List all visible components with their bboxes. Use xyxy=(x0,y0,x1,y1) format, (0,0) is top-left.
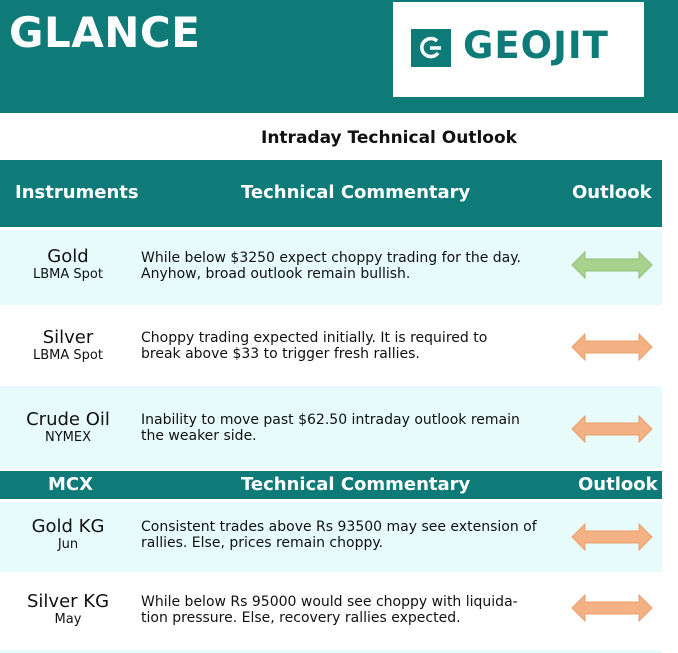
commentary xyxy=(141,519,571,551)
commentary-line: While below $3250 expect choppy trading for the day. xyxy=(141,250,521,266)
col-outlook-header: Outlook xyxy=(578,474,658,495)
report-title: Intraday Technical Outlook xyxy=(261,128,517,148)
header-banner xyxy=(0,0,678,113)
col-mcx-header: MCX xyxy=(48,474,93,495)
commentary xyxy=(141,412,571,444)
table-row xyxy=(0,230,662,305)
col-commentary-header: Technical Commentary xyxy=(241,474,471,495)
commentary-line: tion pressure. Else, recovery rallies expected. xyxy=(141,610,461,626)
instrument-name: Crude Oil xyxy=(26,409,110,430)
table-row xyxy=(0,575,662,647)
commentary xyxy=(141,594,571,626)
table-row xyxy=(0,386,662,468)
instrument-name: Silver xyxy=(42,327,94,348)
commentary xyxy=(141,330,571,362)
instrument-exchange: LBMA Spot xyxy=(33,348,103,363)
double-arrow-orange-icon xyxy=(571,332,653,362)
instrument-exchange: LBMA Spot xyxy=(33,267,103,282)
commentary xyxy=(141,250,571,282)
table1-header xyxy=(0,160,662,227)
double-arrow-orange-icon xyxy=(571,414,653,444)
commentary-line: Consistent trades above Rs 93500 may see extension of xyxy=(141,519,537,535)
double-arrow-orange-icon xyxy=(571,522,653,552)
logo-wordmark: GEOJIT xyxy=(463,24,609,67)
table-row xyxy=(0,502,662,572)
table-row xyxy=(0,308,662,383)
double-arrow-orange-icon xyxy=(571,593,653,623)
instrument-exchange: NYMEX xyxy=(44,430,91,445)
commentary-line: the weaker side. xyxy=(141,428,257,444)
col-instruments-header: Instruments xyxy=(15,182,139,203)
instrument-name: Silver KG xyxy=(26,591,110,612)
table2-header xyxy=(0,471,662,499)
commentary-line: Inability to move past $62.50 intraday outlook remain xyxy=(141,412,520,428)
section-title: GLANCE xyxy=(9,8,201,57)
double-arrow-green-icon xyxy=(571,250,653,280)
geojit-logo-mark-icon xyxy=(411,29,451,67)
commentary-line: rallies. Else, prices remain choppy. xyxy=(141,535,384,551)
commentary-line: break above $33 to trigger fresh rallies. xyxy=(141,346,420,362)
col-commentary-header: Technical Commentary xyxy=(241,182,471,203)
commentary-line: Choppy trading expected initially. It is required to xyxy=(141,330,488,346)
commentary-line: While below Rs 95000 would see choppy with liquida- xyxy=(141,594,518,610)
instrument-name: Gold KG xyxy=(31,516,105,537)
instrument-name: Gold xyxy=(47,246,89,267)
instrument-expiry: May xyxy=(54,612,82,627)
geojit-logo xyxy=(393,2,644,97)
instrument-expiry: Jun xyxy=(57,537,79,552)
commentary-line: Anyhow, broad outlook remain bullish. xyxy=(141,266,411,282)
col-outlook-header: Outlook xyxy=(572,182,652,203)
